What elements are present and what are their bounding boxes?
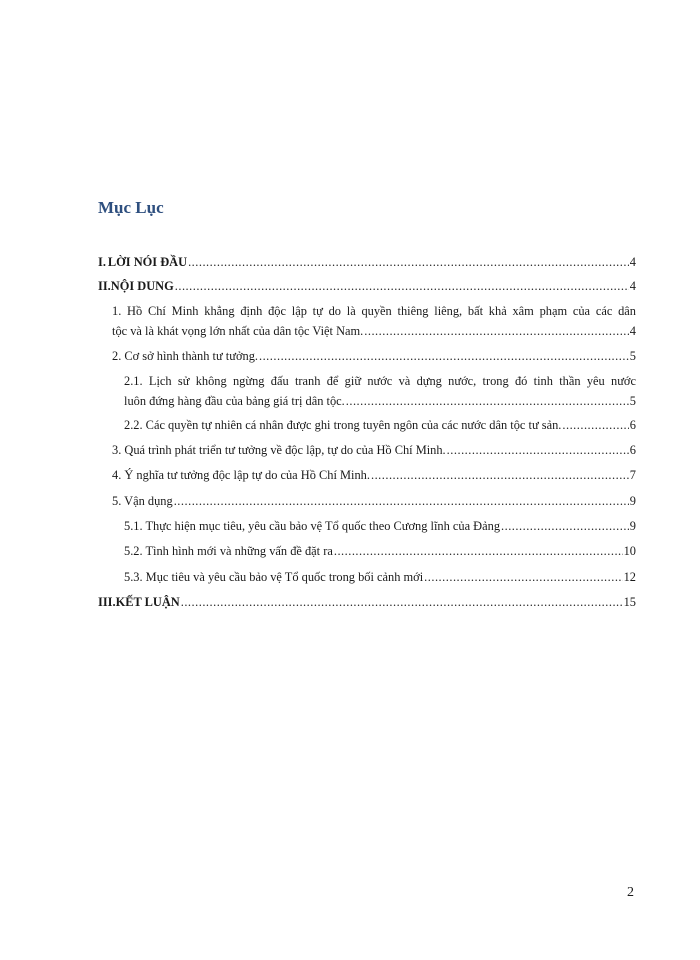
leader-dots — [371, 465, 629, 485]
toc-entry-text: 2. Cơ sở hình thành tư tưởng. — [112, 349, 258, 363]
toc-entry-text: luôn đứng hàng đầu của bảng giá trị dân tộc. — [124, 394, 345, 408]
toc-entry-page: 10 — [623, 544, 636, 558]
page-number: 2 — [627, 885, 634, 900]
toc-entry-1[interactable] — [112, 321, 636, 341]
leader-dots — [334, 541, 623, 561]
toc-entry-text: tộc và là khát vọng lớn nhất của dân tộc Việt Nam. — [112, 324, 364, 338]
toc-entry-text: 5.3. Mục tiêu và yêu cầu bảo vệ Tổ quốc trong bối cảnh mới — [124, 570, 424, 584]
toc-entry-page: 9 — [629, 494, 636, 508]
leader-dots — [562, 415, 628, 435]
toc-entry-page: 6 — [629, 418, 636, 432]
toc-entry-3[interactable] — [112, 440, 636, 460]
toc-entry-page: 4 — [629, 324, 636, 338]
toc-entry-text: NỘI DUNG — [110, 279, 174, 293]
toc-entry-ii[interactable] — [98, 276, 636, 296]
toc-entry-5-1[interactable] — [124, 516, 636, 536]
toc-entry-page: 5 — [629, 349, 636, 363]
toc-entry-2-2[interactable] — [124, 415, 636, 435]
leader-dots — [364, 321, 629, 341]
toc-entry-1-line1[interactable]: 1. Hồ Chí Minh khẳng định độc lập tự do là quyền thiêng liêng, bất khả xâm phạm của các dân — [112, 304, 636, 318]
toc-entry-text: 5. Vận dụng — [112, 494, 173, 508]
leader-dots — [175, 276, 629, 296]
leader-dots — [447, 440, 629, 460]
toc-entry-page: 4 — [629, 255, 636, 269]
leader-dots — [188, 252, 629, 272]
toc-entry-text: 5.1. Thực hiện mục tiêu, yêu cầu bảo vệ Tổ quốc theo Cương lĩnh của Đảng — [124, 519, 501, 533]
leader-dots — [501, 516, 629, 536]
toc-entry-number: III. — [98, 595, 116, 609]
leader-dots — [181, 592, 623, 612]
toc-entry-text: KẾT LUẬN — [115, 595, 180, 609]
toc-entry-5-3[interactable] — [124, 567, 636, 587]
leader-dots — [346, 391, 629, 411]
toc-entry-page: 5 — [629, 394, 636, 408]
toc-entry-page: 15 — [623, 595, 636, 609]
toc-entry-iii[interactable] — [98, 592, 636, 612]
toc-entry-2[interactable] — [112, 346, 636, 366]
toc-entry-text: LỜI NÓI ĐẦU — [107, 255, 188, 269]
toc-entry-4[interactable] — [112, 465, 636, 485]
toc-entry-text: 2.2. Các quyền tự nhiên cá nhân được ghi trong tuyên ngôn của các nước dân tộc tư sản. — [124, 418, 562, 432]
toc-entry-i[interactable] — [98, 252, 636, 272]
toc-entry-number: II. — [98, 279, 111, 293]
toc-entry-page: 7 — [629, 468, 636, 482]
toc-entry-page: 4 — [629, 279, 636, 293]
toc-entry-5-2[interactable] — [124, 541, 636, 561]
toc-entry-text: 4. Ý nghĩa tư tưởng độc lập tự do của Hồ Chí Minh. — [112, 468, 370, 482]
toc-entry-page: 9 — [629, 519, 636, 533]
toc-entry-text: 5.2. Tình hình mới và những vấn đề đặt ra — [124, 544, 333, 558]
toc-entry-5[interactable] — [112, 491, 636, 511]
toc-title: Mục Lục — [98, 198, 164, 217]
leader-dots — [259, 346, 629, 366]
toc-entry-2-1[interactable] — [124, 391, 636, 411]
toc-entry-number: I. — [98, 255, 106, 269]
toc-entry-text: 3. Quá trình phát triển tư tưởng về độc lập, tự do của Hồ Chí Minh. — [112, 443, 446, 457]
toc-entry-2-1-line1[interactable]: 2.1. Lịch sử không ngừng đấu tranh để giữ nước và dựng nước, trong đó tinh thần yêu nước — [124, 374, 636, 388]
leader-dots — [424, 567, 622, 587]
toc-entry-page: 12 — [623, 570, 636, 584]
toc-entry-page: 6 — [629, 443, 636, 457]
leader-dots — [174, 491, 629, 511]
